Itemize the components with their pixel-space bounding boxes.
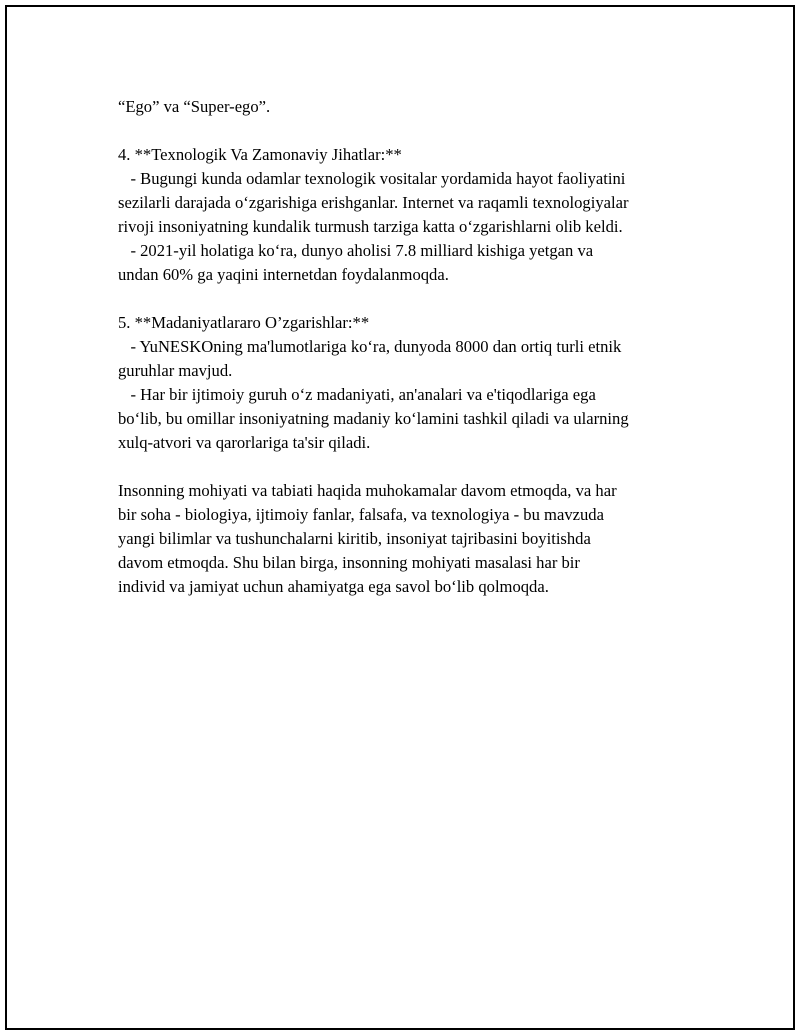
text-line: sezilarli darajada o‘zgarishiga erishganlar. Internet va raqamli texnologiyalar <box>118 193 629 212</box>
text-line: “Ego” va “Super-ego”. <box>118 97 271 116</box>
text-line: bir soha - biologiya, ijtimoiy fanlar, falsafa, va texnologiya - bu mavzuda <box>118 505 604 524</box>
document-body <box>118 95 708 599</box>
blank-line <box>118 119 708 143</box>
text-line: individ va jamiyat uchun ahamiyatga ega savol bo‘lib qolmoqda. <box>118 577 549 596</box>
text-line: - Bugungi kunda odamlar texnologik vositalar yordamida hayot faoliyatini <box>118 169 626 188</box>
section-heading: 5. **Madaniyatlararo O’zgarishlar:** <box>118 313 370 332</box>
text-line: guruhlar mavjud. <box>118 361 233 380</box>
text-line: undan 60% ga yaqini internetdan foydalanmoqda. <box>118 265 449 284</box>
text-line: - YuNESKOning ma'lumotlariga ko‘ra, dunyoda 8000 dan ortiq turli etnik <box>118 337 622 356</box>
document-page <box>5 5 795 1030</box>
blank-line <box>118 455 708 479</box>
text-line: - Har bir ijtimoiy guruh o‘z madaniyati, an'analari va e'tiqodlariga ega <box>118 385 596 404</box>
text-line: bo‘lib, bu omillar insoniyatning madaniy ko‘lamini tashkil qiladi va ularning <box>118 409 629 428</box>
text-line: yangi bilimlar va tushunchalarni kiritib, insoniyat tajribasini boyitishda <box>118 529 591 548</box>
text-line: Insonning mohiyati va tabiati haqida muhokamalar davom etmoqda, va har <box>118 481 617 500</box>
text-line: rivoji insoniyatning kundalik turmush tarziga katta o‘zgarishlarni olib keldi. <box>118 217 623 236</box>
section-heading: 4. **Texnologik Va Zamonaviy Jihatlar:** <box>118 145 402 164</box>
text-line: xulq-atvori va qarorlariga ta'sir qiladi. <box>118 433 371 452</box>
text-line: davom etmoqda. Shu bilan birga, insonning mohiyati masalasi har bir <box>118 553 580 572</box>
blank-line <box>118 287 708 311</box>
text-line: - 2021-yil holatiga ko‘ra, dunyo aholisi 7.8 milliard kishiga yetgan va <box>118 241 594 260</box>
